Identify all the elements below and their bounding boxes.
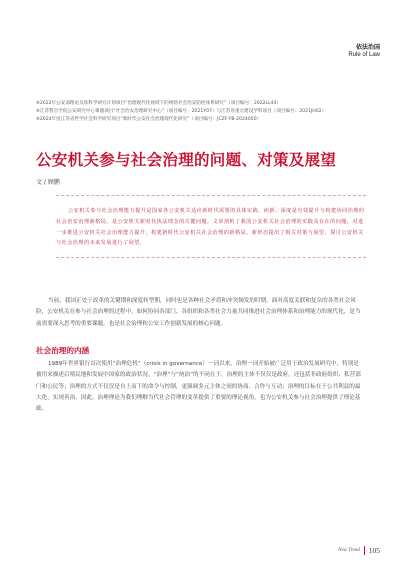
journal-name: New Trend bbox=[338, 548, 360, 553]
abstract-text: 公安机关参与社会治理能力提升是国家各公安机关适应新时代需要的具体实践，而新、深度是有效提升与构建协同治理的社会治安治理新格局。是公安机关新时代执法理念的关键问题。文章剖析了我国公安机关社会治理的实践及存在的问题，对进一步推进公安机关社会治理能力提升，构建新时代公安机关社会治理的新格局、新形态提出了相关对策与展望，探讨公安机关与社会治理的未来发展进行了展望。 bbox=[56, 208, 365, 247]
funding-note: ※2022年公安部理论及软科学研究计划项目“治理现代化视域下的网络社会治安防控体系研究”（项目编号：2022LL44） bbox=[36, 101, 282, 106]
column-label-zh: 依法治国 bbox=[355, 44, 380, 51]
article-title: 公安机关参与社会治理的问题、对策及展望 bbox=[36, 151, 337, 169]
funding-notes bbox=[36, 100, 381, 125]
column-label-en: Rule of Law bbox=[348, 51, 380, 58]
abstract-box bbox=[56, 195, 366, 258]
intro-section bbox=[36, 296, 364, 330]
section-heading: 社会治理的内涵 bbox=[36, 346, 90, 355]
page-footer bbox=[338, 546, 380, 555]
funding-note: ※江苏警官学院公安研究中心课题项目“社会治安治理研究中心”（项目编号：2021Y07）与江苏省重点建设学科项目（项目编号：2021JH02） bbox=[36, 109, 327, 115]
column-label bbox=[348, 44, 380, 59]
page-number: 105 bbox=[368, 546, 380, 555]
funding-note: ※2024年度江苏省哲学社会科学研究项目“新时代公安社会治理现代化研究”（项目编号：JCZF-YB-2024050） bbox=[36, 117, 262, 123]
article-author: 文 / 顾鹏 bbox=[36, 179, 60, 186]
intro-paragraph: 当前，我国正处于改革的关键期和深度转型期，同时也是各种社会矛盾和冲突频发的时期。面对高度关联和复杂的各类社会风险，公安机关在参与社会治理的过程中，如何协同各部门、各组织和各类社会力量共同推进社会治理体系和治理能力的现代化，是当前需要深入思考的重要课题。也是社会治理和公安工作创新发展的核心问题。 bbox=[36, 298, 361, 327]
governance-paragraph: 1989年世界银行首次使用“治理危机”（crisis in governance）一词以来，治理一词开始被广泛用于政治发展研究中，特别是被用来描述后殖民地和发展中国家的政治状况。“治理”与“统治”的不同在于，治理的主体不仅仅是政府，还包括非政府组织、私营部门和公民等；治理的方式不仅仅是自上而下的命令与控制，更强调多元主体之间的协商、合作与互动；治理的目标在于公共利益的最大化，实现善治。因此，治理理论为我们理解当代社会管理的变革提供了重要的理论视角，也为公安机关参与社会治理提供了理论基础。 bbox=[36, 361, 361, 413]
governance-section bbox=[36, 359, 364, 415]
footer-divider bbox=[364, 546, 365, 555]
